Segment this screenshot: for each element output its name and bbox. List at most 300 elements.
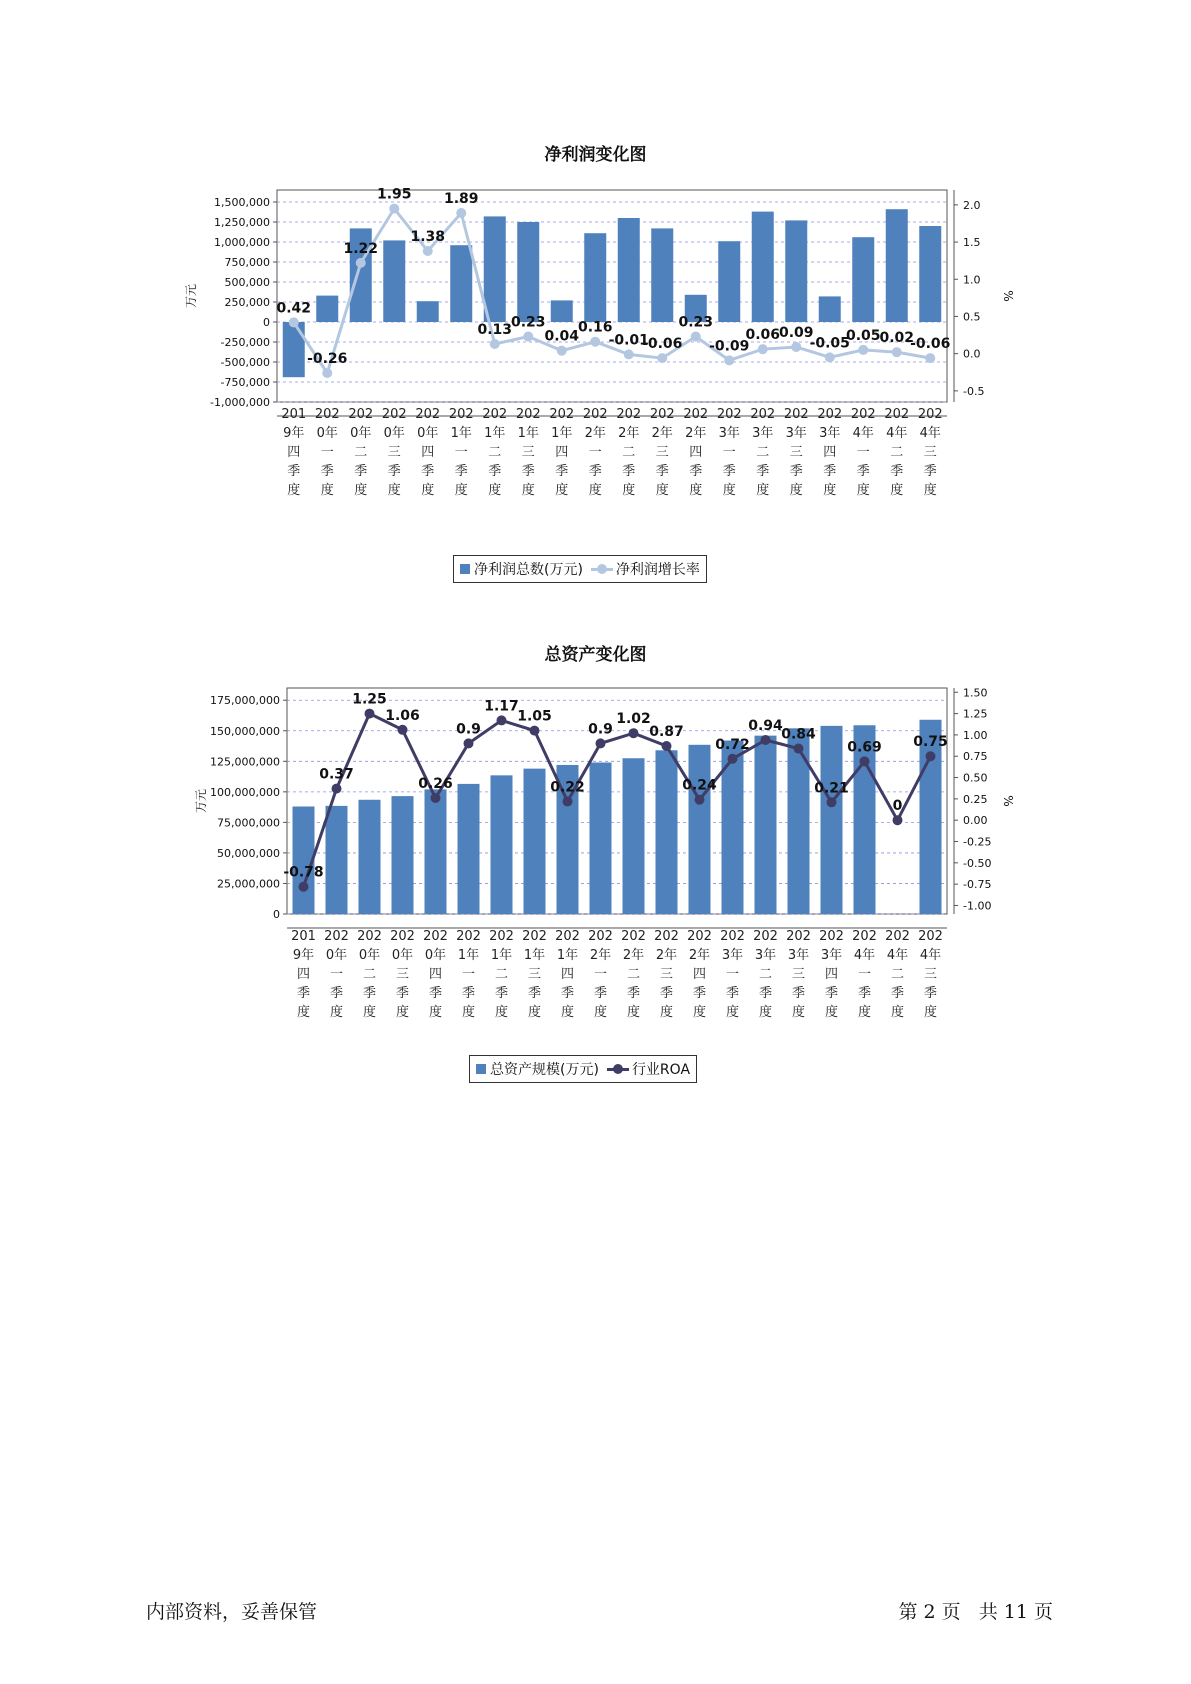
data-label: 0.87 [649,723,684,740]
category-label: 2年 [589,948,612,963]
left-tick-label: 1,250,000 [214,216,270,229]
line-point [860,756,870,766]
category-label: 度 [362,1005,377,1020]
category-label: 202 [649,407,675,422]
category-label: 季 [428,986,443,1001]
category-label: 度 [626,1005,641,1020]
bar [517,222,539,322]
category-label: 度 [923,1005,938,1020]
category-label: 202 [753,929,778,944]
line-point [523,332,533,342]
net-profit-chart [0,140,1191,600]
line-point [431,793,441,803]
category-label: 0年 [316,426,338,441]
legend-item-bar [476,1059,599,1079]
bar [458,784,480,914]
category-label: 1年 [450,426,472,441]
category-label: 四 [555,445,569,460]
data-label: 0.37 [319,766,354,783]
category-label: 202 [357,929,382,944]
category-label: 一 [329,967,344,982]
category-label: 0年 [383,426,405,441]
data-label: 0.21 [814,780,849,797]
bar [718,241,740,322]
left-tick-label: -750,000 [220,376,270,389]
category-label: 9年 [283,426,305,441]
category-label: 0年 [325,948,348,963]
legend-bar-swatch [476,1064,486,1074]
category-label: 度 [923,483,937,498]
category-label: 四 [824,967,839,982]
category-label: 202 [654,929,679,944]
category-label: 季 [655,464,669,479]
category-label: 季 [789,464,803,479]
category-label: 0年 [417,426,439,441]
category-label: 202 [314,407,340,422]
category-label: 度 [354,483,368,498]
data-label: -0.06 [642,336,683,353]
bar [821,726,843,914]
left-tick-label: 500,000 [224,276,270,289]
line-point [662,741,672,751]
data-label: 0 [892,798,903,815]
line-point [299,882,309,892]
data-label: 1.95 [376,186,412,203]
footer-confidential-note: 内部资料，妥善保管 [146,1601,318,1623]
category-label: 季 [758,986,773,1001]
data-label: 0.9 [456,721,481,738]
category-label: 一 [588,445,602,460]
bar [326,806,348,914]
line-point [464,738,474,748]
data-label: 0.42 [276,300,312,317]
line-point [794,744,804,754]
category-label: 季 [354,464,368,479]
category-label: 4年 [886,426,908,441]
category-label: 度 [428,1005,443,1020]
category-label: 三 [387,445,401,460]
line-point [926,751,936,761]
category-label: 0年 [424,948,447,963]
category-label: 0年 [358,948,381,963]
category-label: 度 [689,483,703,498]
line-point [289,317,299,327]
category-label: 一 [593,967,608,982]
category-label: 季 [296,986,311,1001]
legend-bar-swatch [460,564,470,574]
line-point [629,728,639,738]
left-tick-label: 50,000,000 [217,846,280,860]
category-label: 度 [588,483,602,498]
data-label: 1.06 [385,707,420,724]
category-label: 一 [454,445,468,460]
line-point [657,353,667,363]
data-label: -0.26 [307,350,348,367]
bar [590,763,612,914]
line-point [490,339,500,349]
left-axis-title: 万元 [184,283,198,309]
category-label: 2年 [651,426,673,441]
category-label: 季 [521,464,535,479]
category-label: 202 [555,929,580,944]
category-label: 202 [850,407,876,422]
category-label: 3年 [752,426,774,441]
category-label: 季 [461,986,476,1001]
data-label: 0.94 [748,718,783,735]
data-label: -0.06 [910,336,951,353]
category-label: 度 [725,1005,740,1020]
left-tick-label: 75,000,000 [217,816,280,830]
line-point [456,208,466,218]
category-label: 季 [588,464,602,479]
bar [283,322,305,377]
category-label: 9年 [292,948,315,963]
line-point [892,347,902,357]
legend-line-swatch [591,564,613,574]
category-label: 2年 [584,426,606,441]
right-tick-label: 1.25 [963,707,988,721]
category-label: 202 [522,929,547,944]
category-label: 度 [296,1005,311,1020]
left-tick-label: 250,000 [224,296,270,309]
right-tick-label: 1.5 [963,236,981,250]
category-label: 2年 [688,948,711,963]
category-label: 4年 [852,426,874,441]
category-label: 三 [521,445,535,460]
category-label: 四 [287,445,301,460]
category-label: 季 [856,464,870,479]
category-label: 四 [296,967,311,982]
category-label: 季 [560,986,575,1001]
bar [392,796,414,914]
bar [524,769,546,914]
category-label: 度 [555,483,569,498]
line-point [925,353,935,363]
line-point [332,784,342,794]
category-label: 3年 [718,426,740,441]
right-tick-label: -1.00 [963,899,992,913]
category-label: 一 [856,445,870,460]
data-label: 0.72 [715,736,750,753]
category-label: 三 [395,967,410,982]
data-label: -0.78 [283,864,324,881]
left-tick-label: 1,500,000 [214,196,270,209]
right-tick-label: 0.0 [963,347,981,361]
category-label: 1年 [523,948,546,963]
legend-item-line [591,559,700,579]
right-tick-label: 1.0 [963,273,981,287]
category-label: 度 [320,483,334,498]
category-label: 度 [461,1005,476,1020]
category-label: 度 [758,1005,773,1020]
category-label: 202 [817,407,843,422]
category-label: 度 [560,1005,575,1020]
category-label: 季 [454,464,468,479]
category-label: 二 [756,445,770,460]
data-label: -0.09 [709,338,750,355]
category-label: 一 [725,967,740,982]
right-axis-title: % [1001,290,1015,302]
data-label: -0.05 [809,335,850,352]
left-tick-label: -250,000 [220,336,270,349]
category-label: 202 [390,929,415,944]
bar [623,758,645,914]
left-tick-label: 750,000 [224,256,270,269]
category-label: 一 [857,967,872,982]
category-label: 1年 [457,948,480,963]
line-point [761,735,771,745]
category-label: 四 [689,445,703,460]
category-label: 202 [683,407,709,422]
left-tick-label: -500,000 [220,356,270,369]
right-tick-label: -0.5 [963,384,985,398]
plot-area [277,190,947,402]
line-point [389,204,399,214]
category-label: 度 [692,1005,707,1020]
legend-line-swatch [607,1064,629,1074]
category-label: 季 [555,464,569,479]
bar [618,218,640,322]
category-label: 202 [482,407,508,422]
category-label: 季 [626,986,641,1001]
bar [316,296,338,322]
line-point [758,344,768,354]
category-label: 三 [527,967,542,982]
data-label: 0.13 [477,321,513,338]
category-label: 202 [324,929,349,944]
bar [656,750,678,914]
category-label: 四 [428,967,443,982]
bar [359,800,381,914]
line-point [596,738,606,748]
category-label: 度 [521,483,535,498]
line-point [423,246,433,256]
category-label: 二 [890,967,905,982]
category-label: 季 [722,464,736,479]
category-label: 度 [488,483,502,498]
left-tick-label: 25,000,000 [217,877,280,891]
line-point [624,349,634,359]
category-label: 202 [884,407,910,422]
line-point [724,355,734,365]
category-label: 3年 [785,426,807,441]
category-label: 季 [923,986,938,1001]
bar [484,216,506,322]
category-label: 度 [494,1005,509,1020]
category-label: 季 [725,986,740,1001]
right-tick-label: 0.25 [963,792,988,806]
category-label: 度 [387,483,401,498]
line-point [563,796,573,806]
category-label: 二 [488,445,502,460]
bar [819,296,841,322]
category-label: 四 [692,967,707,982]
category-label: 0年 [350,426,372,441]
bar [425,789,447,914]
category-label: 202 [750,407,776,422]
category-label: 度 [659,1005,674,1020]
line-point [858,345,868,355]
category-label: 季 [622,464,636,479]
line-point [728,754,738,764]
data-label: 0.05 [845,327,881,344]
category-label: 季 [659,986,674,1001]
category-label: 二 [758,967,773,982]
legend-bar-label: 净利润总数(万元) [474,562,583,578]
category-label: 季 [421,464,435,479]
data-label: 0.16 [577,319,613,336]
data-label: 1.25 [352,691,387,708]
category-label: 1年 [517,426,539,441]
category-label: 度 [287,483,301,498]
total-assets-chart [0,640,1191,1100]
category-label: 4年 [919,426,941,441]
data-label: 0.23 [510,314,546,331]
category-label: 一 [722,445,736,460]
line-point [893,815,903,825]
category-label: 202 [786,929,811,944]
category-label: 202 [616,407,642,422]
category-label: 度 [593,1005,608,1020]
bar [788,728,810,914]
data-label: 0.75 [913,734,948,751]
category-label: 度 [395,1005,410,1020]
data-label: 0.84 [781,726,816,743]
line-point [695,795,705,805]
category-label: 季 [287,464,301,479]
line-point [590,337,600,347]
category-label: 季 [329,986,344,1001]
category-label: 1年 [484,426,506,441]
data-label: 1.05 [517,708,552,725]
category-label: 度 [622,483,636,498]
category-label: 202 [716,407,742,422]
category-label: 二 [622,445,636,460]
right-tick-label: 1.00 [963,728,988,742]
footer-page-number: 第 2 页 共 11 页 [898,1601,1053,1623]
category-label: 三 [655,445,669,460]
category-label: 季 [890,464,904,479]
category-label: 二 [354,445,368,460]
right-tick-label: 1.50 [963,686,988,700]
category-label: 3年 [787,948,810,963]
category-label: 度 [856,483,870,498]
data-label: 0.22 [550,779,585,796]
category-label: 季 [527,986,542,1001]
category-label: 季 [593,986,608,1001]
category-label: 季 [857,986,872,1001]
right-tick-label: -0.50 [963,856,992,870]
category-label: 季 [923,464,937,479]
category-label: 202 [783,407,809,422]
category-label: 0年 [391,948,414,963]
category-label: 二 [626,967,641,982]
line-point [398,725,408,735]
category-label: 202 [423,929,448,944]
category-label: 201 [291,929,316,944]
category-label: 度 [890,483,904,498]
category-label: 四 [421,445,435,460]
data-label: 0.23 [678,314,714,331]
bar [551,300,573,322]
category-label: 202 [885,929,910,944]
bar [919,226,941,322]
bar [491,775,513,914]
category-label: 202 [489,929,514,944]
bar [651,228,673,322]
category-label: 1年 [551,426,573,441]
category-label: 4年 [919,948,942,963]
legend-line-label: 净利润增长率 [615,562,700,578]
data-label: 1.02 [616,711,651,728]
category-label: 2年 [655,948,678,963]
line-point [691,332,701,342]
left-tick-label: -1,000,000 [210,396,270,409]
bar [755,736,777,914]
left-tick-label: 175,000,000 [210,694,280,708]
category-label: 度 [824,1005,839,1020]
chart-title: 总资产变化图 [544,645,647,665]
category-label: 度 [421,483,435,498]
right-tick-label: 0.5 [963,310,981,324]
category-label: 度 [890,1005,905,1020]
category-label: 季 [387,464,401,479]
category-label: 3年 [820,948,843,963]
category-label: 201 [281,407,307,422]
right-tick-label: -0.75 [963,878,992,892]
right-tick-label: -0.25 [963,835,992,849]
line-point [791,342,801,352]
data-label: 0.02 [879,330,915,347]
category-label: 4年 [853,948,876,963]
category-label: 202 [448,407,474,422]
category-label: 度 [857,1005,872,1020]
data-label: 0.9 [588,721,613,738]
category-label: 1年 [556,948,579,963]
line-point [827,797,837,807]
line-point [365,709,375,719]
line-point [825,352,835,362]
category-label: 季 [362,986,377,1001]
category-label: 三 [789,445,803,460]
category-label: 季 [692,986,707,1001]
category-label: 202 [621,929,646,944]
category-label: 2年 [618,426,640,441]
line-point [497,715,507,725]
category-label: 度 [655,483,669,498]
category-label: 202 [819,929,844,944]
category-label: 季 [395,986,410,1001]
category-label: 202 [687,929,712,944]
category-label: 202 [381,407,407,422]
left-axis-title: 万元 [194,788,208,814]
data-label: 1.22 [343,240,379,257]
net-profit-chart-svg [0,140,1191,600]
chart-legend [469,1055,697,1083]
chart-title: 净利润变化图 [544,145,647,165]
bar [689,745,711,914]
data-label: 0.04 [544,328,580,345]
category-label: 二 [494,967,509,982]
line-point [557,346,567,356]
bar [383,240,405,322]
category-label: 四 [823,445,837,460]
category-label: 度 [789,483,803,498]
data-label: 0.06 [745,327,781,344]
data-label: 1.17 [484,698,519,715]
category-label: 202 [549,407,575,422]
category-label: 季 [689,464,703,479]
